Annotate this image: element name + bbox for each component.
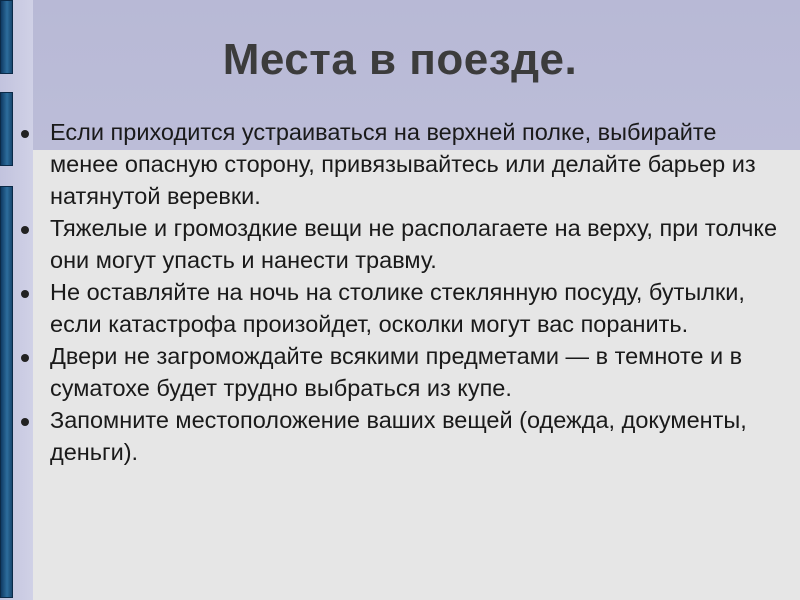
bullet-item: Если приходится устраиваться на верхней полке, выбирайте менее опасную сторону, привязывайтесь или делайте барьер из натянутой веревки. xyxy=(16,116,786,212)
bullet-list xyxy=(16,116,786,468)
bullet-item: Не оставляйте на ночь на столике стеклянную посуду, бутылки, если катастрофа произойдет, осколки могут вас поранить. xyxy=(16,276,786,340)
slide-title: Места в поезде. xyxy=(222,35,578,84)
bullet-item: Запомните местоположение ваших вещей (одежда, документы, деньги). xyxy=(16,404,786,468)
decorative-side-bar xyxy=(0,186,13,598)
decorative-side-bar xyxy=(0,92,13,166)
bullet-item: Двери не загромождайте всякими предметами — в темноте и в суматохе будет трудно выбраться из купе. xyxy=(16,340,786,404)
bullet-item: Тяжелые и громоздкие вещи не располагаете на верху, при толчке они могут упасть и нанести травму. xyxy=(16,212,786,276)
